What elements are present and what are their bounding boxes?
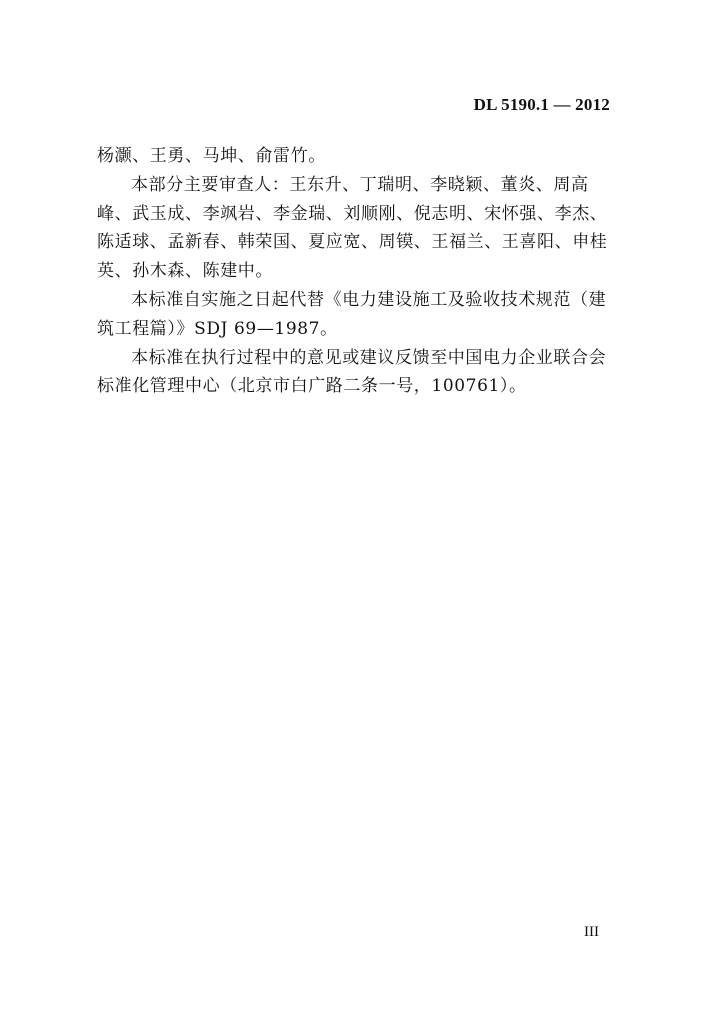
paragraph-feedback-contact: 本标准在执行过程中的意见或建议反馈至中国电力企业联合会标准化管理中心（北京市白广路二条一号，100761）。 bbox=[97, 347, 607, 397]
paragraph-reviewers: 本部分主要审查人：王东升、丁瑞明、李晓颖、董炎、周高峰、武玉成、李飒岩、李金瑞、刘顺刚、倪志明、宋怀强、李杰、陈适球、孟新春、韩荣国、夏应宽、周镆、王福兰、王喜阳、申桂英、孙木森、陈建中。 bbox=[97, 174, 608, 282]
standard-code-header: DL 5190.1 — 2012 bbox=[473, 95, 610, 114]
document-body bbox=[97, 142, 612, 401]
page-number: III bbox=[584, 924, 599, 940]
paragraph-drafters-continued: 杨灏、王勇、马坤、俞雷竹。 bbox=[97, 146, 326, 166]
paragraph-replacement-notice: 本标准自实施之日起代替《电力建设施工及验收技术规范（建筑工程篇）》SDJ 69—1987。 bbox=[97, 289, 607, 339]
